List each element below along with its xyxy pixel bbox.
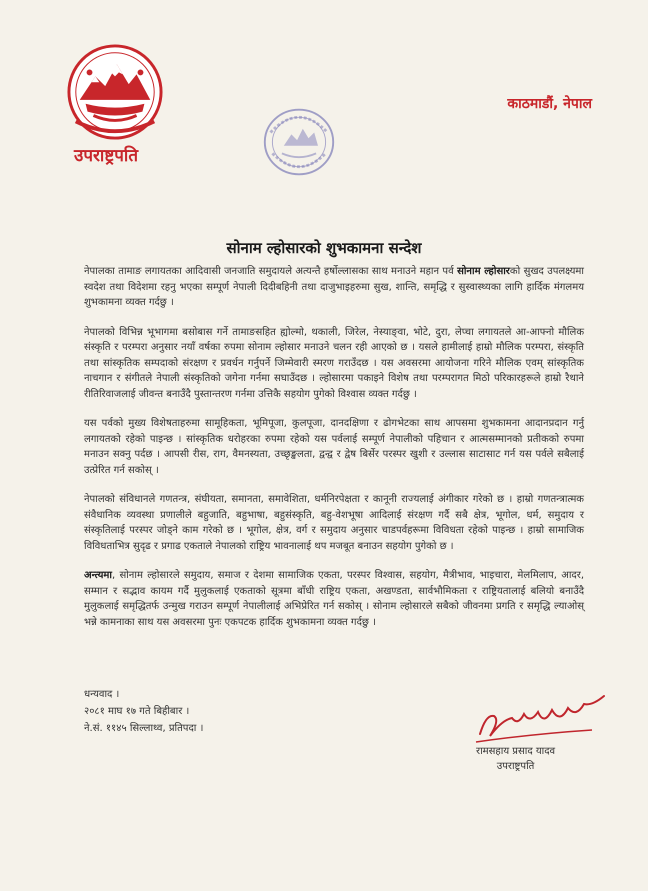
signatory-designation: उपराष्ट्रपति [496,761,535,772]
date-bs: २०८१ माघ १७ गते बिहीबार । [84,706,190,717]
paragraph-3: यस पर्वको मुख्य विशेषताहरुमा सामूहिकता, भूमिपूजा, कुलपूजा, दानदक्षिणा र ढोगभेटका साथ आपसमा शुभकामना आदानप्रदान गर्नु लगायतको रहेको पाइन्छ । सांस्कृतिक धरोहरका रुपमा रहेको यस पर्वलाई सम्पूर्ण नेपालीको पहिचान र आत्मसम्मानको प्रतीकको रुपमा मनाउन सक्नु पर्दछ । आपसी रीस, राग, वैमनस्यता, उच्छृङ्खलता, द्वन्द्व र द्वेष बिर्सेर परस्पर खुशी र उल्लास साटासाट गर्न यस पर्वले सबैलाई उत्प्रेरित गर्न सकोस् । [84,418,584,476]
date-ns: ने.सं. ११४५ सिल्लाथ्व, प्रतिपदा । [84,723,204,734]
signatory-block [476,744,555,774]
document-title: सोनाम ल्होसारको शुभकामना सन्देश [226,239,422,257]
signatory-name: रामसहाय प्रसाद यादव [476,746,556,757]
letter-body [84,264,584,644]
location-label: काठमाडौं, नेपाल [507,96,592,112]
office-title: उपराष्ट्रपति [74,146,139,166]
closing-block [84,686,203,737]
paragraph-1: नेपालका तामाङ लगायतका आदिवासी जनजाति समुदायले अत्यन्तै हर्षोल्लासका साथ मनाउने महान पर्व सोनाम ल्होसारको सुखद उपलक्ष्यमा स्वदेश तथा विदेशमा रहनु भएका सम्पूर्ण नेपाली दिदीबहिनी तथा दाजुभाइहरुमा सुख, शान्ति, समृद्धि र सुस्वास्थ्यका लागि हार्दिक मंगलमय शुभकामना व्यक्त गर्दछु । [84,266,584,308]
national-emblem-icon [66,42,164,142]
office-stamp-icon [261,104,337,180]
paragraph-2: नेपालको विभिन्न भूभागमा बसोबास गर्ने तामाङसहित ह्योल्मो, थकाली, जिरेल, नेस्याङ्वा, भोटे, दुरा, लेप्चा लगायतले आ-आफ्नो मौलिक संस्कृति र परम्परा अनुसार नयाँ वर्षका रुपमा सोनाम ल्होसार मनाउने चलन रही आएको छ । यसले हामीलाई हाम्रो मौलिक परम्परा, संस्कृति तथा सांस्कृतिक सम्पदाको संरक्षण र प्रवर्धन गर्नुपर्ने जिम्मेवारी स्मरण गराउँदछ । यस अवसरमा आयोजना गरिने मौलिक एवम् सांस्कृतिक नाचगान र संगीतले नेपाली संस्कृतिको जगेना गर्नमा सघाउँदछ । ल्होसारमा पकाइने विशेष तथा परम्परागत मिठो परिकारहरूले हाम्रो रैथाने रीतिरिवाजलाई जीवन्त बनाउँदै पुस्तान्तरण गर्नमा उत्तिकै सहयोग पुगेको विश्वास व्यक्त गर्दछु । [84,326,584,400]
thanks-line: धन्यवाद । [84,689,120,700]
paragraph-4: नेपालको संविधानले गणतन्त्र, संघीयता, समानता, समावेशिता, धर्मनिरपेक्षता र कानूनी राज्यलाई अंगीकार गरेको छ । हाम्रो गणतन्त्रात्मक संवैधानिक व्यवस्था प्रणालीले बहुजाति, बहुभाषा, बहुसंस्कृति, बहु-वेशभूषा आदिलाई संरक्षण गर्दै सबै क्षेत्र, भूगोल, धर्म, समुदाय र संस्कृतिलाई परस्पर जोड्ने काम गरेको छ । भूगोल, क्षेत्र, वर्ग र समुदाय अनुसार चाडपर्वहरूमा विविधता रहेको पाइन्छ । हाम्रो सामाजिक विविधताभित्र सुदृढ र प्रगाढ एकताले नेपालको राष्ट्रिय भावनालाई थप मजबूत बनाउन सहयोग पुगेको छ । [84,494,584,552]
paragraph-5: अन्त्यमा, सोनाम ल्होसारले समुदाय, समाज र देशमा सामाजिक एकता, परस्पर विश्वास, सहयोग, मैत्रीभाव, भाइचारा, मेलमिलाप, आदर, सम्मान र सद्भाव कायम गर्दै मुलुकलाई एकताको सूत्रमा बाँधी राष्ट्रिय एकता, अखण्डता, सार्वभौमिकता र राष्ट्रियतालाई बलियो बनाउँदै मुलुकलाई समृद्धितर्फ उन्मुख गराउन सम्पूर्ण नेपालीलाई अभिप्रेरित गर्न सकोस् । सोनाम ल्होसारले सबैको जीवनमा प्रगति र समृद्धि ल्याओस् भन्ने कामनाका साथ यस अवसरमा पुनः एकपटक हार्दिक शुभकामना व्यक्त गर्दछु । [84,570,584,628]
signature-icon [472,690,612,746]
